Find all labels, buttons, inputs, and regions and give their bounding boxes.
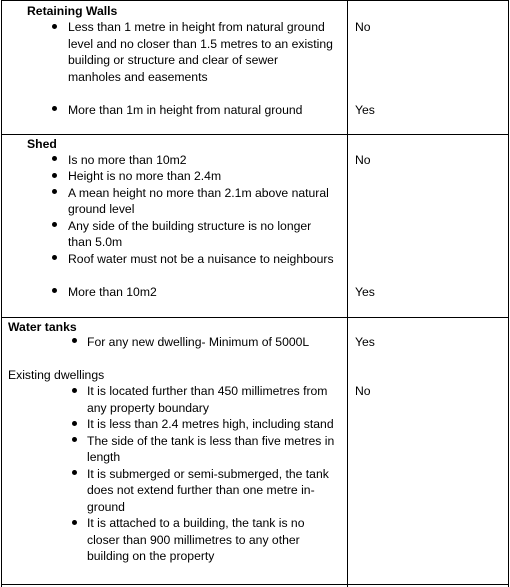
list-item-text: ground xyxy=(87,499,125,514)
list-item-text: For any new dwelling- Minimum of 5000L xyxy=(87,334,310,349)
bullet-icon xyxy=(52,255,57,260)
bullet-icon xyxy=(52,156,57,161)
section-title: Shed xyxy=(27,137,57,151)
answer-text: Yes xyxy=(355,102,375,117)
answer-text: No xyxy=(355,152,371,167)
list-item-text: any property boundary xyxy=(87,400,209,415)
section-title: Water tanks xyxy=(8,320,77,334)
list-item-text: Height is no more than 2.4m xyxy=(68,169,222,183)
table-border-right xyxy=(508,0,509,587)
bullet-icon xyxy=(52,222,57,227)
bullet-icon xyxy=(52,24,57,29)
list-item-text: It is attached to a building, the tank is no xyxy=(87,516,305,530)
table-border-bottom xyxy=(1,584,509,585)
list-item-text: than 5.0m xyxy=(68,235,123,249)
list-item-text: It is submerged or semi-submerged, the tank xyxy=(87,466,329,481)
bullet-icon xyxy=(52,189,57,194)
list-item-text: length xyxy=(87,450,121,464)
table-border-left xyxy=(1,0,2,587)
bullet-icon xyxy=(52,288,57,293)
list-item-text: does not extend further than one metre in- xyxy=(87,483,315,497)
answer-text: Yes xyxy=(355,334,375,349)
list-item-text: building on the property xyxy=(87,549,215,563)
list-item-text: Roof water must not be a nuisance to neighbours xyxy=(68,251,334,266)
list-item-text: More than 10m2 xyxy=(68,284,157,299)
list-item-text: A mean height no more than 2.1m above natural xyxy=(68,185,329,200)
bullet-icon xyxy=(72,338,77,343)
list-item-text: level and no closer than 1.5 metres to an existing xyxy=(68,36,333,51)
list-item-text: It is located further than 450 millimetres from xyxy=(87,384,328,398)
list-item-text: building or structure and clear of sewer xyxy=(68,53,279,67)
bullet-icon xyxy=(72,437,77,442)
list-item-text: manholes and easements xyxy=(68,69,208,84)
bullet-icon xyxy=(52,173,57,178)
subheading: Existing dwellings xyxy=(8,367,105,382)
bullet-icon xyxy=(72,470,77,475)
bullet-icon xyxy=(72,421,77,426)
bullet-icon xyxy=(72,520,77,525)
table-border-top xyxy=(1,0,509,1)
answer-text: No xyxy=(355,20,371,34)
list-item-text: Less than 1 metre in height from natural ground xyxy=(68,20,325,34)
list-item-text: Is no more than 10m2 xyxy=(68,152,187,167)
answer-text: Yes xyxy=(355,284,375,299)
list-item-text: The side of the tank is less than five metres in xyxy=(87,433,335,448)
bullet-icon xyxy=(52,106,57,111)
bullet-icon xyxy=(72,388,77,393)
answer-text: No xyxy=(355,384,371,398)
section-title: Retaining Walls xyxy=(27,4,118,18)
list-item-text: Any side of the building structure is no longer xyxy=(68,218,312,233)
list-item-text: More than 1m in height from natural ground xyxy=(68,102,303,117)
section-divider xyxy=(1,317,509,318)
list-item-text: ground level xyxy=(68,202,135,216)
list-item-text: closer than 900 millimetres to any other xyxy=(87,532,300,547)
list-item-text: It is less than 2.4 metres high, including stand xyxy=(87,417,334,431)
section-divider xyxy=(1,134,509,135)
column-divider xyxy=(347,0,348,587)
